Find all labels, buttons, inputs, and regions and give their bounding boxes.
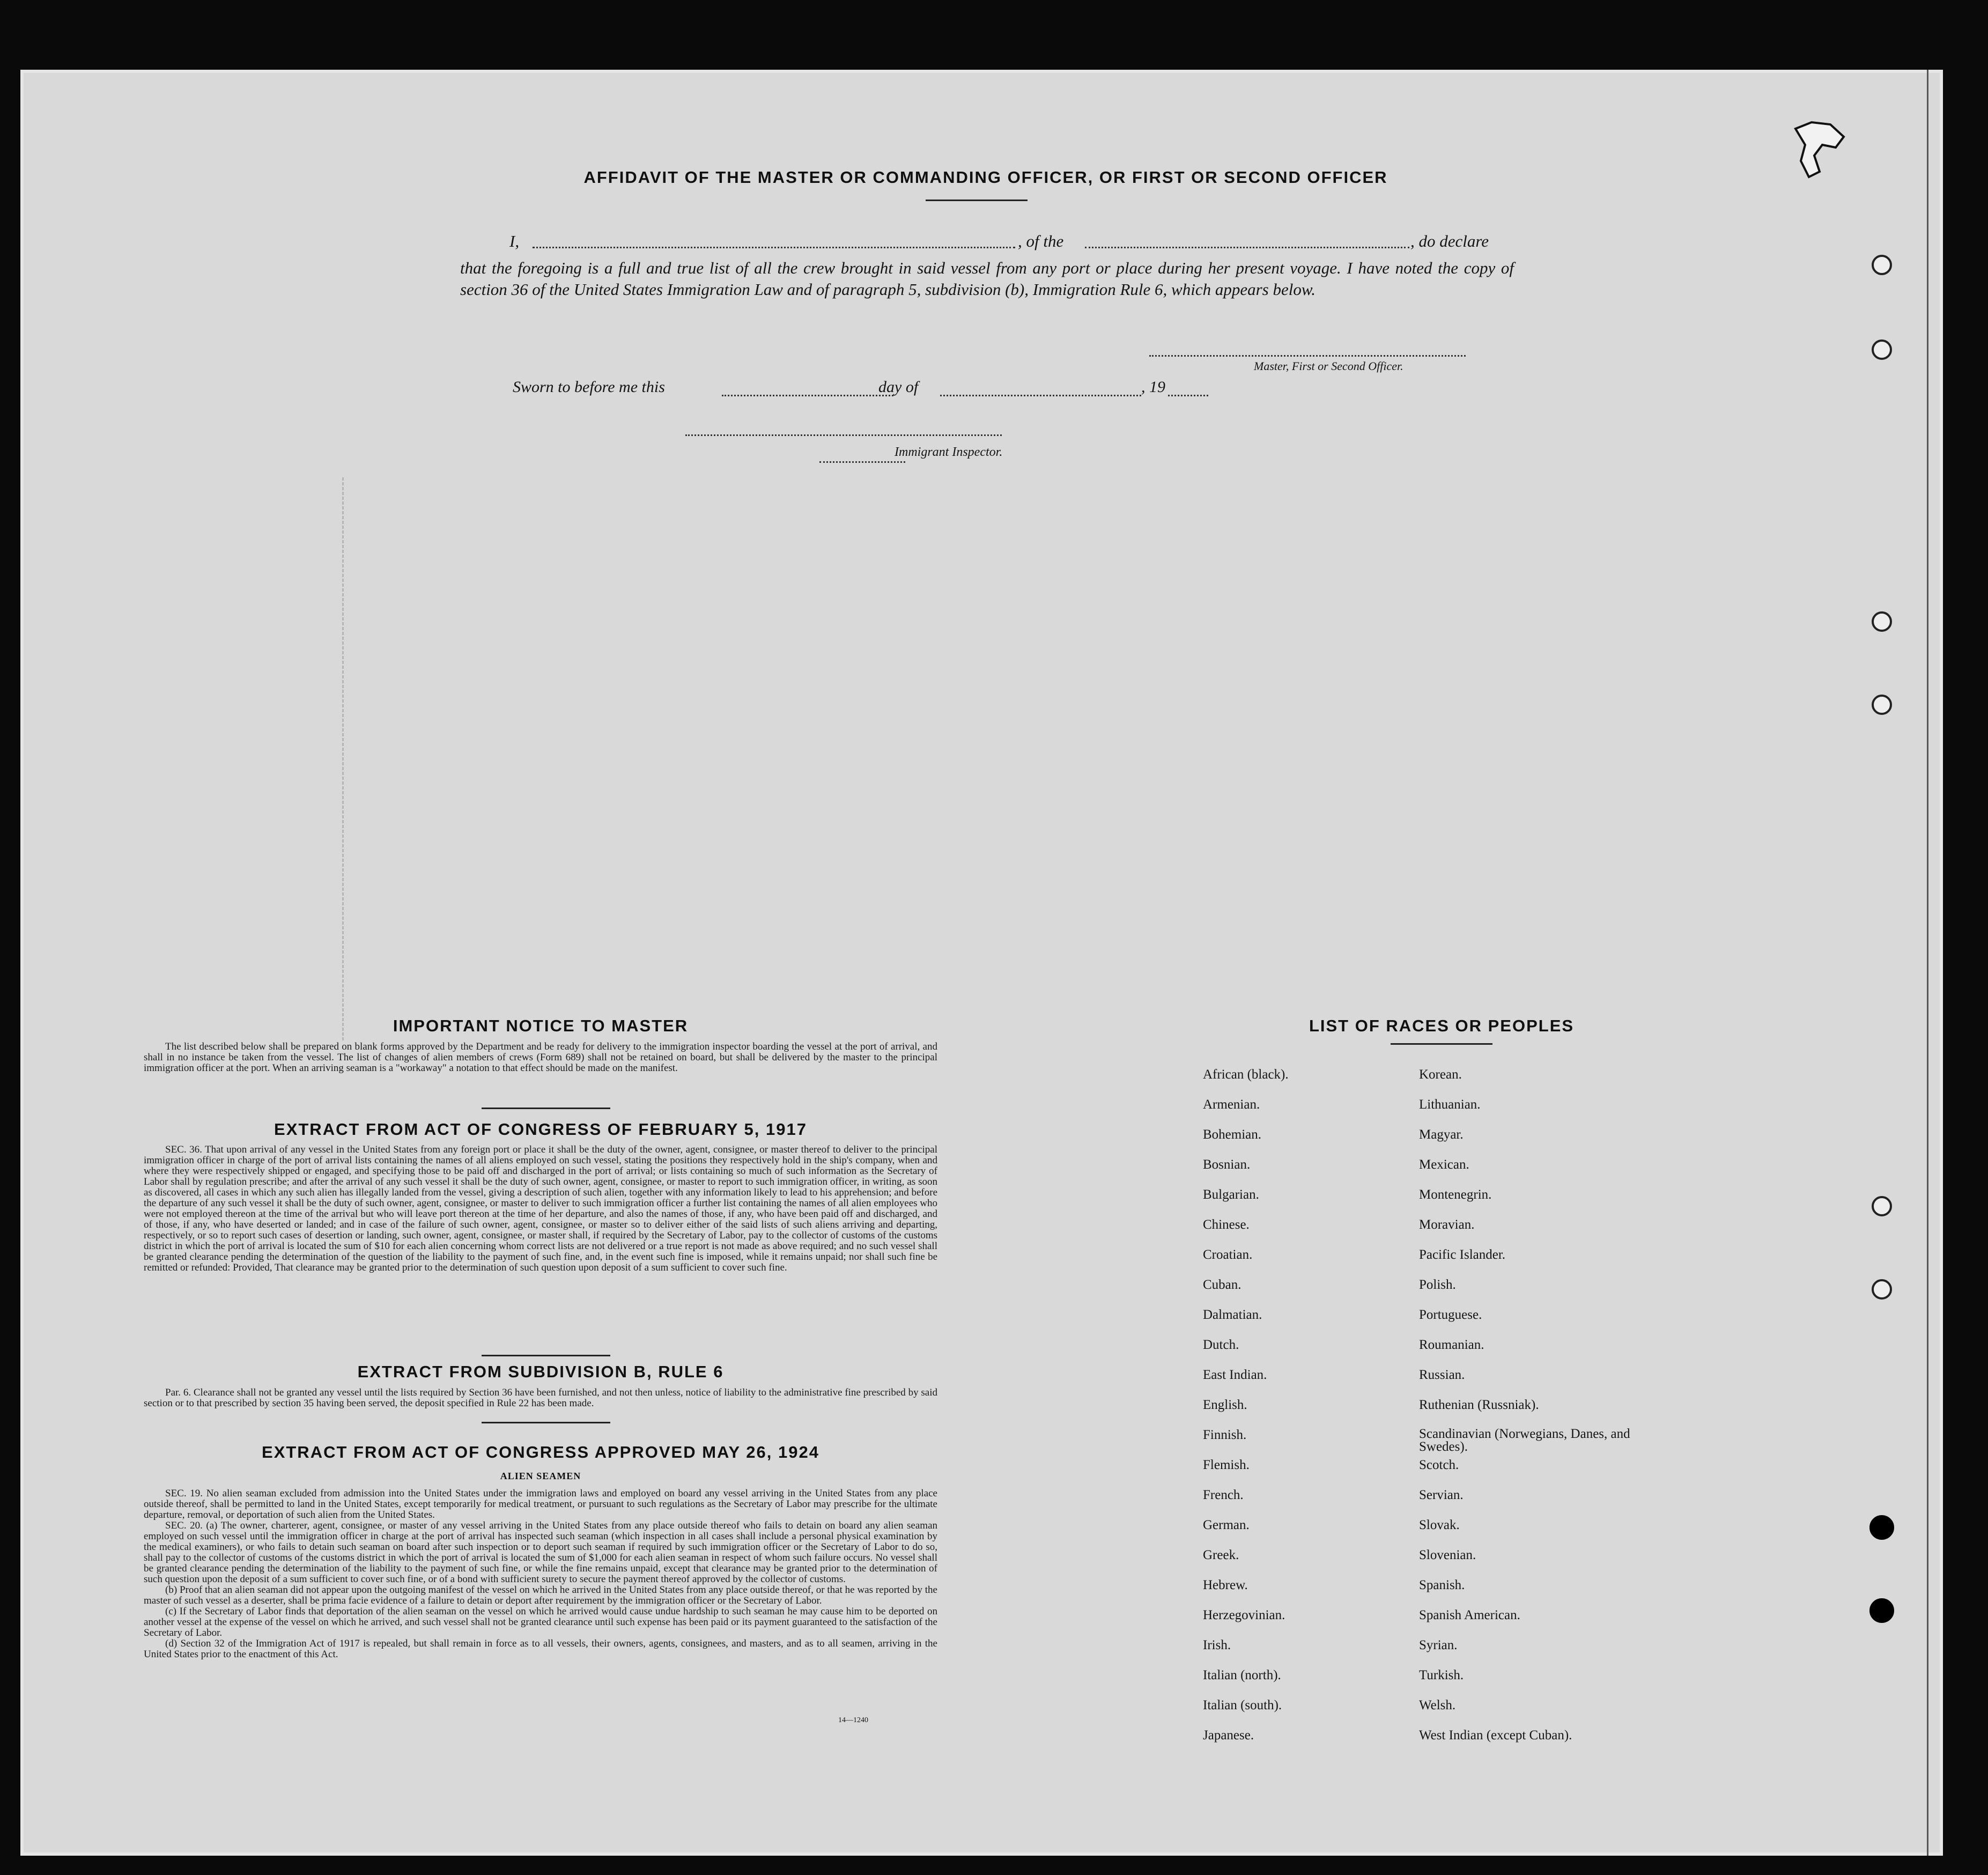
extract-rule6-text: [144, 1387, 937, 1409]
race-item: Bosnian.: [1203, 1157, 1251, 1172]
extract-1924-sec20a: SEC. 20. (a) The owner, charterer, agent, consignee, or master of any vessel arriving in the United States from any place outside thereof who fails to detain on board any alien seaman employed on such vessel until the immigration officer in charge at the port of arrival has inspected such seaman (which inspection in all cases shall include a personal physical examination by the medical examiners), or who fails to detain such seaman on board after such inspection or to deport such seaman if required by such immigration officer or the Secretary of Labor to do so, shall pay to the collector of customs of the customs district in which the port of arrival is located the sum of $1,000 for each alien seaman in respect of whom such failure occurs. No vessel shall be granted clearance pending the determination of the liability to the payment of such fine, or while the fine remains unpaid, except that clearance may be granted prior to the determination of such question upon the deposit of a sum sufficient to cover such fine, or of a bond with sufficient surety to secure the payment thereof approved by the collector of customs.: [144, 1520, 937, 1585]
torn-corner-icon: [1790, 118, 1849, 182]
race-item: Spanish American.: [1419, 1608, 1520, 1622]
race-item: African (black).: [1203, 1067, 1289, 1082]
race-item: Italian (south).: [1203, 1698, 1282, 1712]
bleed-through-marks: [342, 477, 354, 1040]
extract-1924-title: EXTRACT FROM ACT OF CONGRESS APPROVED MAY 26, 1924: [262, 1443, 819, 1461]
race-item: Syrian.: [1419, 1638, 1458, 1652]
race-item: Japanese.: [1203, 1728, 1254, 1743]
race-item: English.: [1203, 1398, 1247, 1412]
sworn-day-of: day of: [878, 378, 919, 396]
master-signature-label: Master, First or Second Officer.: [1254, 359, 1403, 373]
race-item: German.: [1203, 1518, 1250, 1532]
extract-1917-title: EXTRACT FROM ACT OF CONGRESS OF FEBRUARY 5, 1917: [274, 1120, 807, 1139]
binder-hole-icon: [1872, 255, 1892, 275]
binder-hole-icon: [1869, 1598, 1894, 1623]
vessel-name-field[interactable]: [1085, 247, 1409, 248]
race-item: Moravian.: [1419, 1217, 1475, 1232]
race-item: Finnish.: [1203, 1428, 1247, 1442]
race-item: West Indian (except Cuban).: [1419, 1728, 1572, 1743]
sworn-day-field[interactable]: [722, 395, 893, 396]
race-item: Bohemian.: [1203, 1127, 1262, 1142]
affidavit-title-rule: [926, 200, 1028, 201]
race-item: Dalmatian.: [1203, 1308, 1262, 1322]
extract-1917-paragraph: SEC. 36. That upon arrival of any vessel in the United States from any foreign port or place it shall be the duty of the owner, agent, consignee, or master thereof to deliver to the principal immigration officer in charge of the port of arrival lists containing the names of all aliens employed on such vessel, stating the positions they respectively hold in the ship's company, when and where they were respectively shipped or engaged, and specifying those to be paid off and discharged in the port of arrival; or lists containing so much of such information as the Secretary of Labor shall by regulation prescribe; and after the arrival of any such vessel it shall be the duty of such owner, agent, consignee, or master to report to such immigration officer, in writing, as soon as discovered, all cases in which any such alien has illegally landed from the vessel, giving a description of such alien, together with any information likely to lead to his apprehension; and before the departure of any such vessel it shall be the duty of such owner, agent, consignee, or master to deliver to such immigration officer a further list containing the names of all alien employees who were not employed thereon at the time of the arrival but who will leave port thereon at the time of her departure, and also the names of those, if any, who have been paid off and discharged, and of those, if any, who have deserted or landed; and in case of the failure of such owner, agent, consignee, or master so to deliver either of the said lists of such aliens arriving and departing, respectively, or so to report such cases of desertion or landing, such owner, agent, consignee, or master shall, if required by the Secretary of Labor, pay to the collector of customs of the customs district in which the port of arrival is located the sum of $10 for each alien concerning whom correct lists are not delivered or a true report is not made as above required; and no such vessel shall be granted clearance pending the determination of the question of the liability to the payment of such fine, and, in the event such fine is imposed, while it remains unpaid; nor shall such fine be remitted or refunded: Provided, That clearance may be granted prior to the determination of such question upon deposit of a sum sufficient to cover such fine.: [144, 1144, 937, 1273]
inspector-signature-field-lower: [819, 461, 905, 463]
race-item: Slovak.: [1419, 1518, 1460, 1532]
extract-rule6-title: EXTRACT FROM SUBDIVISION B, RULE 6: [357, 1362, 724, 1381]
race-item: Roumanian.: [1419, 1338, 1484, 1352]
race-item: Hebrew.: [1203, 1578, 1248, 1592]
binder-hole-icon: [1872, 339, 1892, 360]
extract-1924-sec20d: (d) Section 32 of the Immigration Act of 1917 is repealed, but shall remain in force as to all vessels, their owners, agents, consignees, and masters, and as to all seamen, arriving in the United States prior to the enactment of this Act.: [144, 1638, 937, 1660]
race-item: Turkish.: [1419, 1668, 1464, 1682]
extract-1917-text: [144, 1145, 937, 1273]
affidavit-line1-i: I,: [509, 232, 520, 250]
race-item: Scandinavian (Norwegians, Danes, and Swedes).: [1419, 1427, 1630, 1454]
inspector-label: Immigrant Inspector.: [895, 445, 1003, 459]
race-item: Magyar.: [1419, 1127, 1464, 1142]
race-item: East Indian.: [1203, 1368, 1267, 1382]
notice-rule: [482, 1108, 610, 1109]
race-item: Pacific Islander.: [1419, 1247, 1506, 1262]
race-item: Russian.: [1419, 1368, 1465, 1382]
race-item: Cuban.: [1203, 1278, 1241, 1292]
affidavit-body: that the foregoing is a full and true list of all the crew brought in said vessel from any port or place during her present voyage. I have noted the copy of section 36 of the United States Immigration Law and of paragraph 5, subdivision (b), Immigration Rule 6, which appears below.: [460, 259, 1514, 299]
extract-1924-sec20c: (c) If the Secretary of Labor finds that deportation of the alien seaman on the vessel on which he arrived would cause undue hardship to such seaman he may cause him to be deported on another vessel at the expense of the vessel on which he arrived, and such vessel shall not be granted clearance until such expense has been paid or its payment guaranteed to the satisfaction of the Secretary of Labor.: [144, 1606, 937, 1638]
races-rule: [1391, 1043, 1492, 1045]
race-item: Greek.: [1203, 1548, 1239, 1562]
race-item: Italian (north).: [1203, 1668, 1281, 1682]
binder-hole-icon: [1872, 611, 1892, 632]
race-item: Mexican.: [1419, 1157, 1469, 1172]
race-item: Armenian.: [1203, 1097, 1260, 1112]
extract-1924-sec20b: (b) Proof that an alien seaman did not appear upon the outgoing manifest of the vessel on which he arrived in the United States from any place outside thereof, or that he was reported by the master of such vessel as a deserter, shall be prima facie evidence of a failure to detain or deport after requirement by the immigration officer or the Secretary of Labor.: [144, 1584, 937, 1606]
race-item: Slovenian.: [1419, 1548, 1476, 1562]
right-edge-rule: [1927, 70, 1928, 1856]
form-number: 14—1240: [838, 1716, 868, 1724]
extract-1924-text: [144, 1488, 937, 1660]
notice-text: [144, 1042, 937, 1074]
sworn-year: , 19: [1141, 378, 1165, 396]
race-item: Dutch.: [1203, 1338, 1239, 1352]
races-left-column: [1203, 1067, 1396, 1758]
races-right-column: [1419, 1067, 1644, 1758]
race-item: Flemish.: [1203, 1458, 1250, 1472]
binder-hole-icon: [1869, 1515, 1894, 1540]
race-item: Spanish.: [1419, 1578, 1465, 1592]
sworn-year-field[interactable]: [1168, 395, 1208, 396]
affidavit-line1-do-declare: , do declare: [1410, 232, 1489, 250]
race-item: Herzegovinian.: [1203, 1608, 1285, 1622]
inspector-signature-field[interactable]: [685, 434, 1002, 436]
race-item: Korean.: [1419, 1067, 1462, 1082]
race-item: Chinese.: [1203, 1217, 1250, 1232]
notice-title: IMPORTANT NOTICE TO MASTER: [393, 1016, 689, 1035]
affidavit-title: AFFIDAVIT OF THE MASTER OR COMMANDING OFFICER, OR FIRST OR SECOND OFFICER: [583, 168, 1388, 187]
race-item: Polish.: [1419, 1278, 1456, 1292]
race-item: Lithuanian.: [1419, 1097, 1481, 1112]
master-signature-field[interactable]: [1149, 355, 1466, 357]
master-name-field[interactable]: [533, 247, 1015, 248]
extract-rule6-rule: [482, 1422, 610, 1423]
race-item: Bulgarian.: [1203, 1187, 1259, 1202]
race-item: Portuguese.: [1419, 1308, 1482, 1322]
form-sheet: [20, 70, 1943, 1856]
sworn-prefix: Sworn to before me this: [513, 378, 665, 396]
extract-rule6-paragraph: Par. 6. Clearance shall not be granted any vessel until the lists required by Section 36 have been furnished, and not then unless, notice of liability to the administrative fine prescribed by said section or to that prescribed by section 35 having been served, the deposit specified in Rule 22 has been made.: [144, 1387, 937, 1409]
extract-1917-rule: [482, 1355, 610, 1356]
race-item: Irish.: [1203, 1638, 1231, 1652]
race-item: Servian.: [1419, 1488, 1464, 1502]
extract-1924-sec19: SEC. 19. No alien seaman excluded from admission into the United States under the immigration laws and employed on board any vessel arriving in the United States from any place outside thereof, shall be permitted to land in the United States, except temporarily for medical treatment, or pursuant to such regulations as the Secretary of Labor may prescribe for the ultimate departure, removal, or deportation of such alien from the United States.: [144, 1488, 937, 1520]
binder-hole-icon: [1872, 1196, 1892, 1216]
race-item: Scotch.: [1419, 1458, 1459, 1472]
binder-hole-icon: [1872, 1279, 1892, 1300]
sworn-month-field[interactable]: [940, 395, 1141, 396]
extract-1924-subtitle: ALIEN SEAMEN: [500, 1471, 581, 1481]
race-item: Ruthenian (Russniak).: [1419, 1398, 1539, 1412]
notice-paragraph: The list described below shall be prepared on blank forms approved by the Department and be ready for delivery to the immigration inspector boarding the vessel at the port of arrival, and shall in no instance be taken from the vessel. The list of changes of alien members of crews (Form 689) shall not be retained on board, but shall be delivered by the master to the principal immigration officer at the port. When an arriving seaman is a "workaway" a notation to that effect should be made on the manifest.: [144, 1041, 937, 1074]
race-item: French.: [1203, 1488, 1244, 1502]
binder-hole-icon: [1872, 695, 1892, 715]
affidavit-line1-of-the: , of the: [1018, 232, 1064, 250]
races-title: LIST OF RACES OR PEOPLES: [1309, 1016, 1575, 1035]
race-item: Montenegrin.: [1419, 1187, 1492, 1202]
race-item: Welsh.: [1419, 1698, 1456, 1712]
race-item: Croatian.: [1203, 1247, 1253, 1262]
